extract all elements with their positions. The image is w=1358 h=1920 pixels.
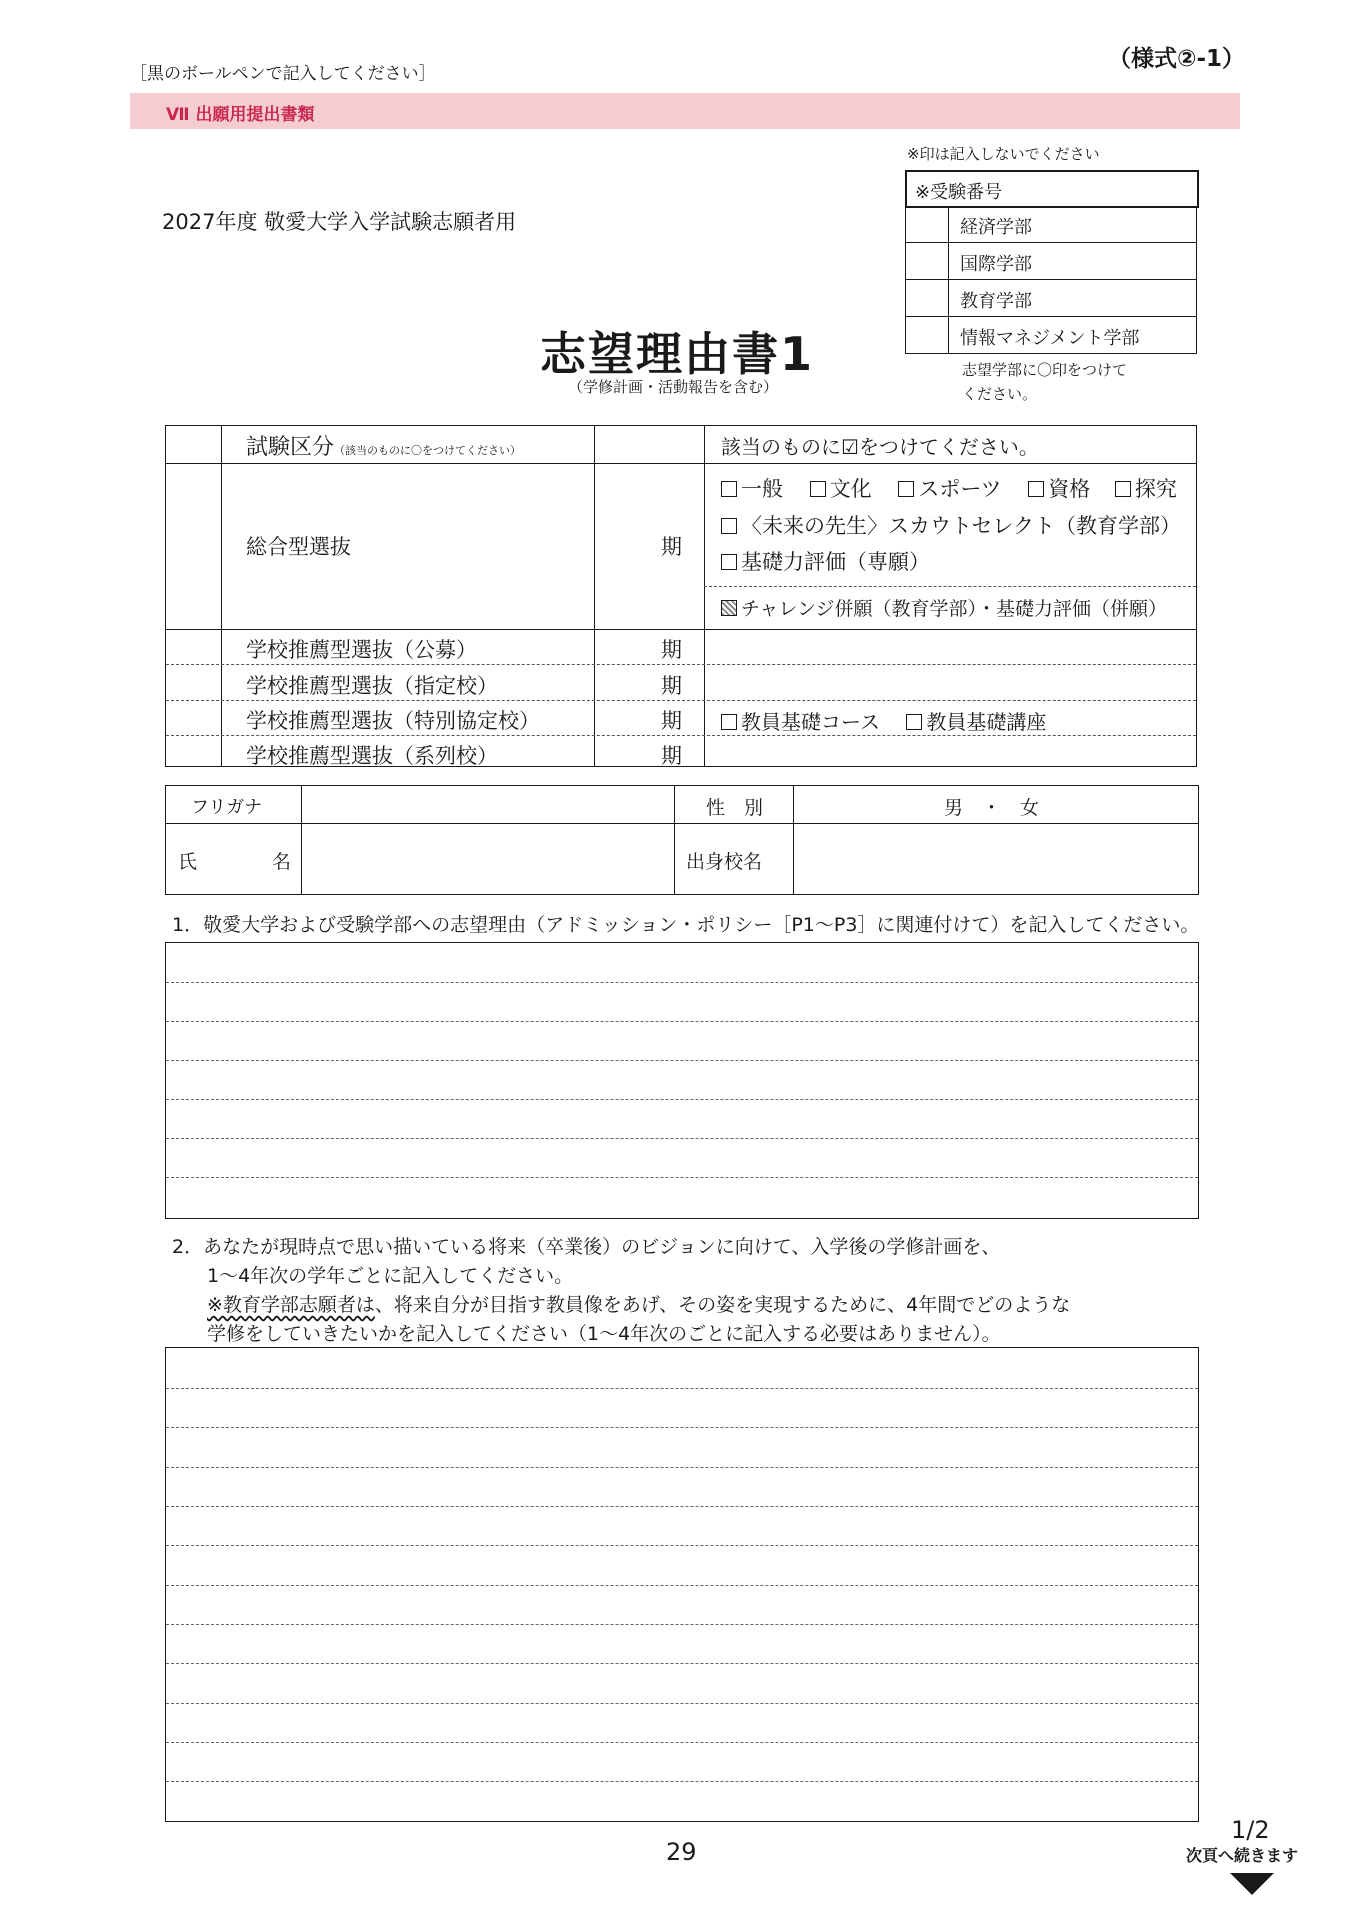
education-emphasis: ※教育学部志願者は	[207, 1294, 375, 1316]
department-row	[905, 317, 1197, 354]
checkbox-checked-icon: ☑	[841, 435, 859, 459]
department-label: 経済学部	[960, 217, 1032, 238]
checkbox-icon	[898, 481, 914, 497]
teacher-options-row	[721, 706, 1046, 735]
gender-options[interactable]: 男 ・ 女	[944, 797, 1040, 819]
form-code: （様式②-1）	[1108, 46, 1246, 72]
exam-number-header	[905, 170, 1199, 208]
department-mark-box[interactable]	[906, 317, 949, 353]
department-row	[905, 243, 1197, 280]
option-checkbox[interactable]: 教員基礎講座	[906, 710, 1046, 734]
down-arrow-icon	[1230, 1873, 1274, 1895]
department-row	[905, 280, 1197, 317]
checkbox-icon	[810, 481, 826, 497]
furigana-label: フリガナ	[191, 797, 263, 818]
checkbox-icon	[721, 518, 737, 534]
school-field[interactable]	[794, 824, 1196, 893]
exam-category-heading: 試験区分（該当のものに〇をつけてください）	[246, 435, 522, 460]
exam-number-box	[905, 170, 1197, 355]
question-2	[172, 1233, 1070, 1349]
exam-number-label: ※受験番号	[915, 182, 1003, 203]
department-label: 国際学部	[960, 254, 1032, 275]
applicant-info-table	[165, 785, 1199, 895]
gender-label: 性 別	[706, 797, 764, 819]
general-selection-label: 総合型選抜	[246, 535, 351, 559]
checkbox-icon	[906, 714, 922, 730]
checkbox-icon	[721, 714, 737, 730]
checkbox-icon	[721, 554, 737, 570]
department-note-line: 志望学部に〇印をつけて	[962, 361, 1128, 379]
period-label: 期	[661, 535, 682, 559]
department-mark-box[interactable]	[906, 206, 949, 242]
period-label: 期	[661, 638, 682, 662]
option-checkbox[interactable]: 探究	[1115, 477, 1177, 501]
checkbox-shaded-icon	[721, 600, 737, 616]
exam-category-table	[165, 425, 1197, 767]
department-mark-box[interactable]	[906, 243, 949, 279]
question-2-line: 1〜4年次の学年ごとに記入してください。	[207, 1265, 574, 1287]
option-checkbox[interactable]: チャレンジ併願（教育学部）・基礎力評価（併願）	[721, 594, 1167, 621]
name-label: 氏	[178, 851, 198, 873]
period-label: 期	[661, 709, 682, 733]
general-options-row	[721, 473, 1177, 503]
department-row	[905, 206, 1197, 243]
section-title: Ⅶ 出願用提出書類	[166, 105, 315, 125]
furigana-field[interactable]	[302, 786, 673, 823]
school-recommendation-label: 学校推薦型選抜（公募）	[246, 638, 477, 662]
office-use-note: ※印は記入しないでください	[907, 145, 1100, 163]
question-2-line: 2．あなたが現時点で思い描いている将来（卒業後）のビジョンに向けて、入学後の学修計画を、	[172, 1236, 1001, 1258]
option-checkbox[interactable]: 教員基礎コース	[721, 710, 880, 734]
option-checkbox[interactable]: 文化	[810, 477, 872, 501]
document-subtitle: （学修計画・活動報告を含む）	[568, 378, 779, 396]
year-title: 2027年度 敬愛大学入学試験志願者用	[162, 210, 517, 234]
school-recommendation-label: 学校推薦型選抜（指定校）	[246, 674, 498, 698]
department-note-line: ください。	[962, 385, 1038, 403]
school-label: 出身校名	[686, 851, 763, 873]
pen-instruction: ［黒のボールペンで記入してください］	[130, 64, 436, 84]
option-checkbox[interactable]: 〈未来の先生〉スカウトセレクト（教育学部）	[721, 510, 1181, 540]
check-instruction: 該当のものに☑をつけてください。	[721, 435, 1039, 459]
section-banner	[130, 93, 1240, 129]
option-checkbox[interactable]: 基礎力評価（専願）	[721, 546, 930, 576]
checkbox-icon	[1028, 481, 1044, 497]
department-label: 教育学部	[960, 291, 1032, 312]
option-checkbox[interactable]: 資格	[1028, 477, 1090, 501]
checkbox-icon	[721, 481, 737, 497]
answer-area-2[interactable]	[165, 1347, 1199, 1822]
department-label: 情報マネジメント学部	[960, 328, 1140, 349]
document-title: 志望理由書1	[540, 327, 815, 381]
school-recommendation-label: 学校推薦型選抜（系列校）	[246, 744, 498, 768]
period-label: 期	[661, 744, 682, 768]
name-label: 名	[272, 851, 292, 873]
page-number: 29	[666, 1838, 697, 1866]
period-label: 期	[661, 674, 682, 698]
continue-note: 次頁へ続きます	[1186, 1846, 1299, 1865]
question-1: 1．敬愛大学および受験学部への志望理由（アドミッション・ポリシー［P1〜P3］に関連付けて）を記入してください。	[172, 914, 1200, 936]
question-2-line: 学修をしていきたいかを記入してください（1〜4年次のごとに記入する必要はありません）。	[207, 1323, 1001, 1345]
question-2-line: ※教育学部志願者は、将来自分が目指す教員像をあげ、その姿を実現するために、4年間でどのような	[207, 1294, 1071, 1316]
answer-area-1[interactable]	[165, 942, 1199, 1219]
option-checkbox[interactable]: スポーツ	[898, 477, 1001, 501]
school-recommendation-label: 学校推薦型選抜（特別協定校）	[246, 709, 540, 733]
option-checkbox[interactable]: 一般	[721, 477, 783, 501]
checkbox-icon	[1115, 481, 1131, 497]
page-fraction: 1/2	[1231, 1816, 1270, 1844]
department-note	[962, 358, 1162, 406]
name-field[interactable]	[302, 824, 673, 893]
department-mark-box[interactable]	[906, 280, 949, 316]
